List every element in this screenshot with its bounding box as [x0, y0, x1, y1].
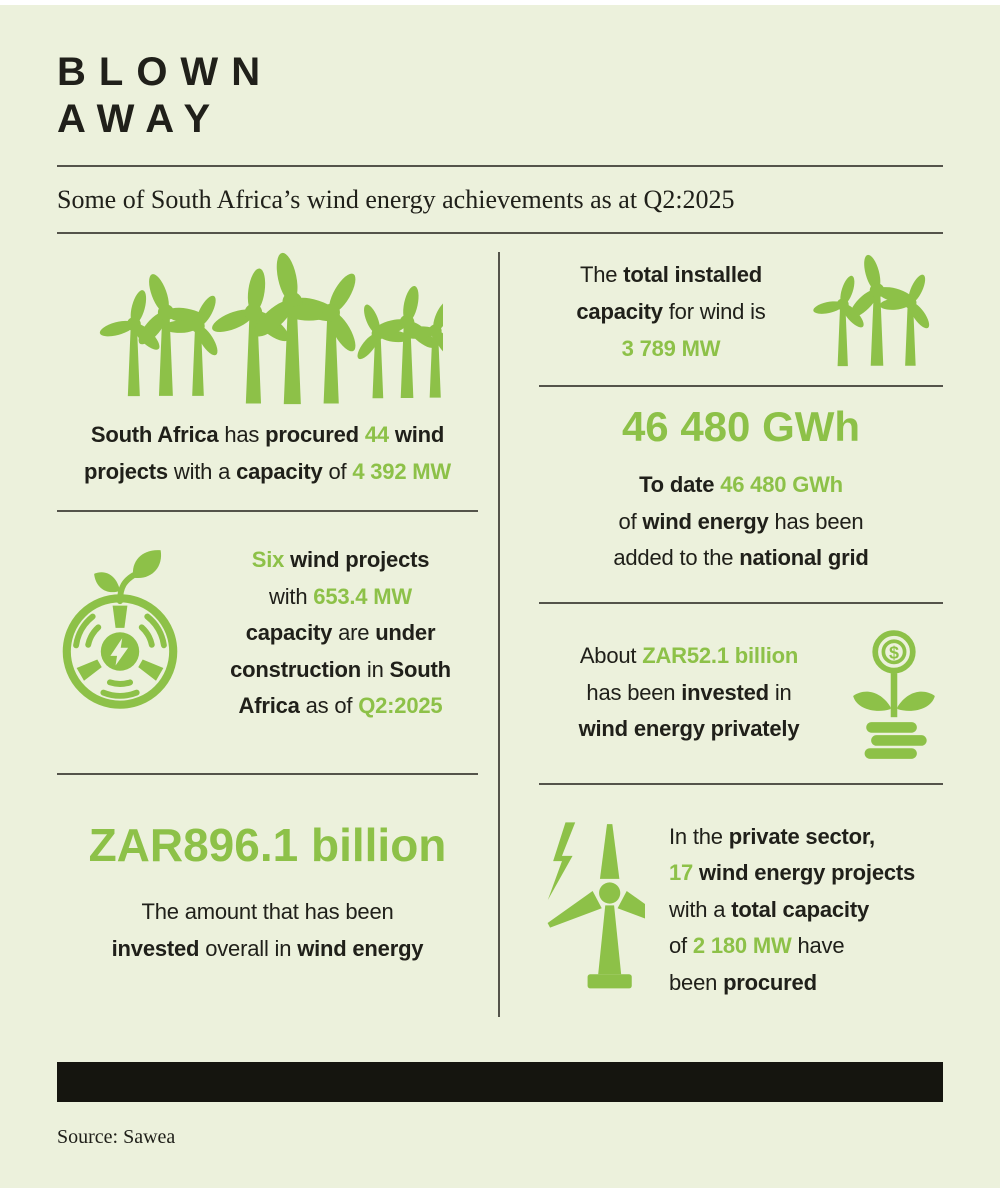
section-installed-capacity: [539, 250, 943, 373]
header: [0, 5, 1000, 234]
private-projects-text: In the private sector, 17 wind energy projects with a total capacity of 2 180 MW have been procured: [669, 823, 916, 995]
section-private-investment: [539, 624, 943, 763]
wind-farm-icon: [93, 250, 443, 406]
title-line-2: AWAY: [57, 97, 224, 141]
divider: [57, 773, 478, 775]
main-content: [0, 234, 1000, 1062]
section-procured-projects: [57, 250, 478, 490]
divider: [57, 165, 943, 167]
divider: [539, 385, 943, 387]
eco-turbine-icon: [57, 548, 183, 718]
money-plant-icon: [845, 624, 943, 763]
section-under-construction: [57, 542, 478, 725]
grid-energy-text: To date 46 480 GWh of wind energy has been added to the national grid: [613, 472, 869, 570]
source-text: Source: Sawea: [57, 1126, 176, 1148]
procured-projects-text: South Africa has procured 44 wind projects with a capacity of 4 392 MW: [83, 422, 451, 484]
wind-turbines-icon: [811, 250, 943, 373]
subtitle: Some of South Africa’s wind energy achievements as at Q2:2025: [57, 185, 735, 214]
right-column: [539, 234, 943, 1062]
section-grid-energy: [539, 403, 943, 577]
divider: [539, 602, 943, 604]
section-private-projects: [539, 815, 943, 1002]
turbine-lightning-icon: [539, 815, 645, 1001]
title-line-1: BLOWN: [57, 50, 274, 94]
page-title: [57, 49, 943, 143]
private-investment-text: About ZAR52.1 billion has been invested in wind energy privately: [578, 643, 800, 742]
overall-investment-amount: ZAR896.1 billion: [88, 818, 447, 871]
overall-investment-text: The amount that has been invested overall in wind energy: [111, 898, 424, 961]
divider: [539, 783, 943, 785]
under-construction-text: Six wind projects with 653.4 MW capacity are under construction in South Africa as of Q2:2025: [230, 547, 451, 718]
svg-text:$: $: [889, 641, 899, 662]
divider: [57, 510, 478, 512]
installed-capacity-text: The total installed capacity for wind is 3 789 MW: [576, 262, 766, 361]
section-overall-investment: [57, 819, 478, 967]
grid-energy-amount: 46 480 GWh: [621, 403, 861, 450]
footer-bar: [57, 1062, 943, 1102]
vertical-divider: [498, 252, 500, 1017]
left-column: [57, 234, 478, 1062]
